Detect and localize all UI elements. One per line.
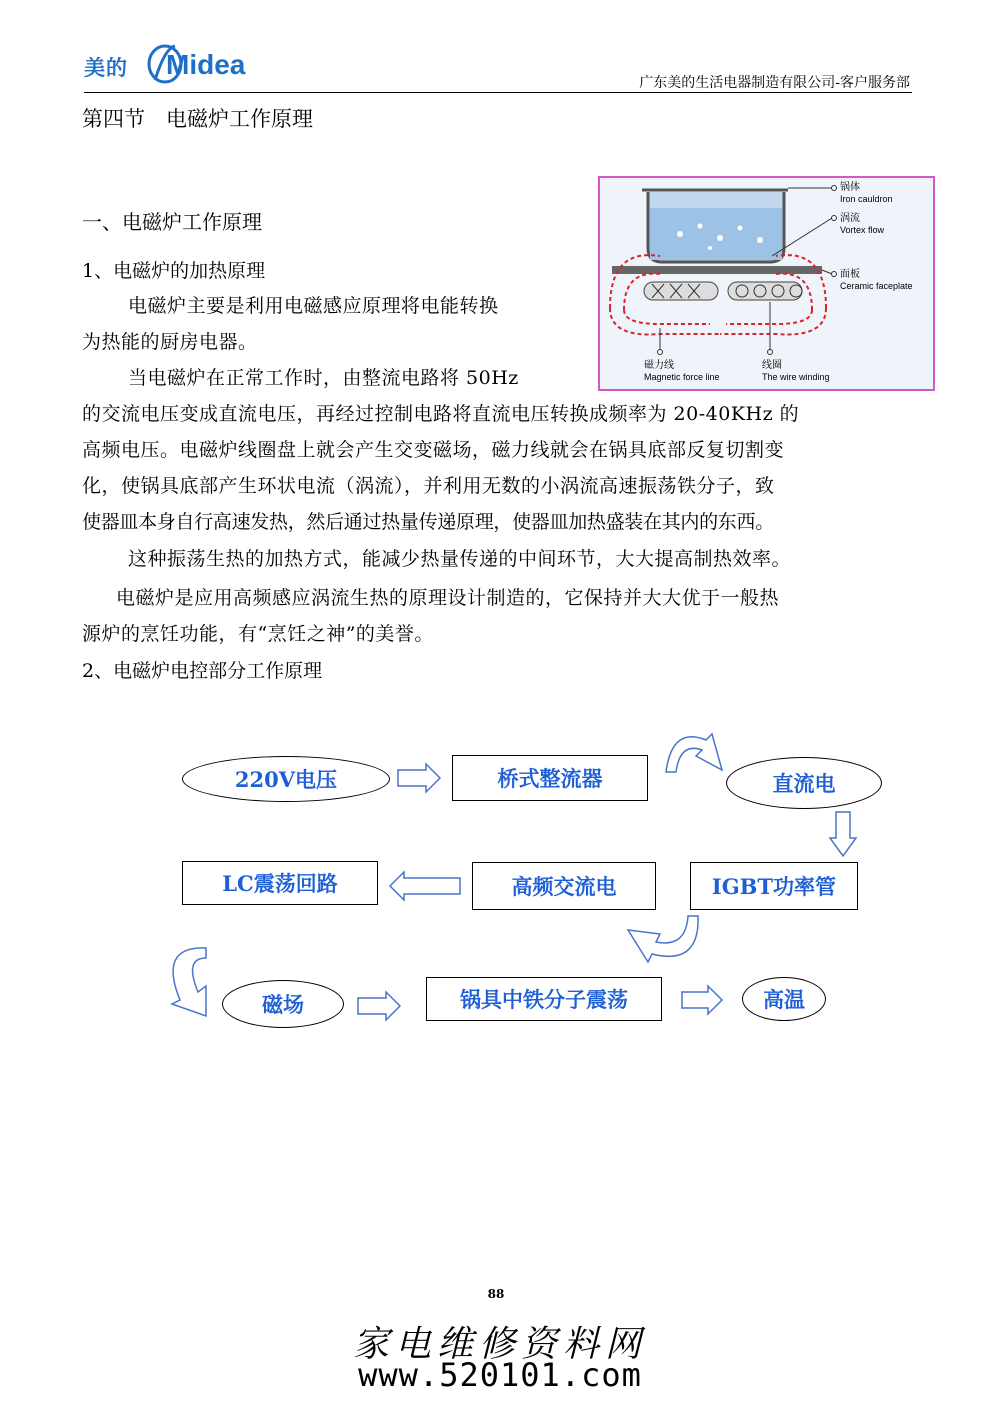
paragraph-line: 当电磁炉在正常工作时，由整流电路将 50Hz: [128, 367, 519, 389]
paragraph-line: 这种振荡生热的加热方式，能减少热量传递的中间环节，大大提高制热效率。: [128, 548, 792, 570]
flow-node-magnetic: [222, 980, 344, 1028]
heading-control-principle: 2、电磁炉电控部分工作原理: [82, 660, 323, 682]
paragraph-line: 高频电压。电磁炉线圈盘上就会产生交变磁场，磁力线就会在锅具底部反复切割变: [82, 439, 785, 461]
flow-node-220v: [182, 756, 390, 802]
company-name: 广东美的生活电器制造有限公司-客户服务部: [639, 75, 910, 91]
flow-node-lc: [182, 861, 378, 905]
label-vortex-cn: 涡流: [840, 213, 860, 224]
flow-node-label: 220V电压: [234, 767, 338, 792]
flow-node-label: 锅具中铁分子震荡: [460, 987, 628, 1012]
flow-node-label: 桥式整流器: [497, 766, 603, 791]
label-plate-cn: 面板: [840, 269, 860, 280]
logo-chinese: 美的: [84, 56, 128, 80]
paragraph-line: 使器皿本身自行高速发热，然后通过热量传递原理，使器皿加热盛装在其内的东西。: [82, 511, 774, 533]
paragraph-line: 电磁炉主要是利用电磁感应原理将电能转换: [128, 295, 499, 317]
arrow-right-icon: [398, 764, 440, 792]
page-number: 88: [487, 1287, 505, 1301]
heading-working-principle: 一、电磁炉工作原理: [82, 210, 262, 234]
flow-node-label: 直流电: [772, 771, 836, 796]
curved-arrow-icon: [666, 734, 722, 772]
label-magnetic-en: Magnetic force line: [644, 372, 720, 382]
curved-arrow-icon: [628, 916, 698, 962]
curved-arrow-icon: [172, 948, 206, 1016]
watermark-chinese: 家电维修资料网: [352, 1324, 647, 1365]
flow-node-label: LC震荡回路: [222, 871, 338, 896]
flow-node-label: 磁场: [262, 992, 304, 1017]
heading-heating-principle: 1、电磁炉的加热原理: [82, 260, 266, 282]
arrow-down-icon: [830, 812, 856, 856]
label-magnetic-cn: 磁力线: [644, 360, 674, 371]
watermark-url: www.520101.com: [358, 1356, 642, 1394]
section-title: 第四节 电磁炉工作原理: [82, 107, 313, 131]
flow-node-iron-vibration: [426, 977, 662, 1021]
induction-illustration: [600, 178, 933, 389]
flow-node-hf-ac: [472, 862, 656, 910]
arrow-right-icon: [682, 986, 722, 1014]
logo-english: Midea: [166, 49, 246, 80]
label-winding-en: The wire winding: [762, 372, 830, 382]
flow-node-dc: [726, 757, 882, 809]
paragraph-line: 源炉的烹饪功能，有“烹饪之神”的美誉。: [82, 623, 434, 645]
arrow-right-icon: [358, 992, 400, 1020]
header-divider: [84, 92, 912, 93]
flow-node-label: 高频交流电: [511, 874, 617, 899]
paragraph-line: 的交流电压变成直流电压，再经过控制电路将直流电压转换成频率为 20-40KHz 的: [82, 403, 800, 425]
arrow-left-icon: [390, 872, 460, 900]
paragraph-line: 电磁炉是应用高频感应涡流生热的原理设计制造的，它保持并大大优于一般热: [116, 587, 780, 609]
flow-node-rectifier: [452, 755, 648, 801]
paragraph-line: 化，使锅具底部产生环状电流（涡流），并利用无数的小涡流高速振荡铁分子，致: [82, 475, 775, 497]
induction-diagram: [598, 176, 935, 391]
flow-node-igbt: [690, 862, 858, 910]
paragraph-line: 为热能的厨房电器。: [82, 331, 258, 353]
label-iron-cn: 锅体: [840, 182, 860, 193]
flow-node-label: 高温: [763, 987, 805, 1012]
label-winding-cn: 线圈: [762, 360, 782, 371]
label-vortex-en: Vortex flow: [840, 225, 885, 235]
flow-node-heat: [742, 977, 826, 1021]
label-iron-en: Iron cauldron: [840, 194, 893, 204]
flow-node-label: IGBT功率管: [711, 874, 837, 899]
label-plate-en: Ceramic faceplate: [840, 281, 913, 291]
